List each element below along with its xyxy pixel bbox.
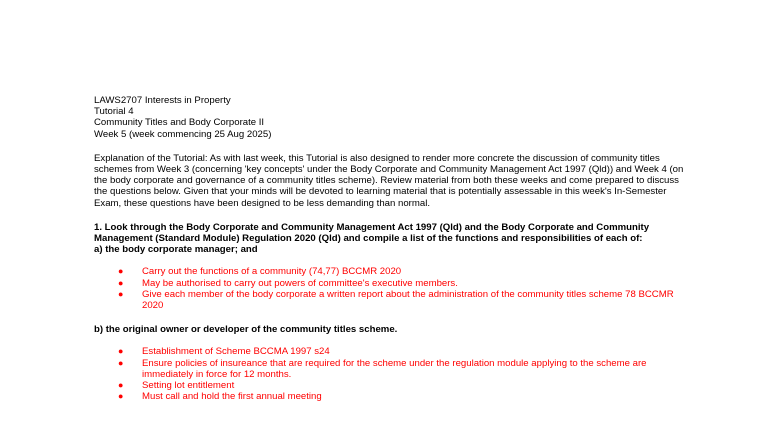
answer-text: Ensure policies of insureance that are required for the scheme under the regulation module applying to the scheme are immediately in force for 12 months. xyxy=(142,357,647,380)
answer-text: May be authorised to carry out powers of committee's executive members. xyxy=(142,277,458,289)
bullet-icon: ● xyxy=(118,380,124,391)
tutorial-explanation: Explanation of the Tutorial: As with last week, this Tutorial is also designed to render more concrete the discussion of community titles schemes from Week 3 (concerning 'key concepts' under the Body Corporate and Community Management Act 1997 (Qld)) and Week 4 (on the body corporate and governance of a community titles scheme). Review material from both these weeks and come prepared to discuss the questions below. Given that your minds will be devoted to learning material that is potentially assessable in this week's In-Semester Exam, these questions have been designed to be less demanding than normal. xyxy=(94,152,684,209)
answer-item xyxy=(94,289,694,311)
answer-text: Setting lot entitlement xyxy=(142,380,235,392)
answer-text: Establishment of Scheme BCCMA 1997 s24 xyxy=(142,346,330,358)
answer-item xyxy=(94,346,694,357)
bullet-icon: ● xyxy=(118,288,124,299)
document-content xyxy=(94,95,694,402)
course-title: LAWS2707 Interests in Property xyxy=(94,95,231,106)
question-1b-label: b) the original owner or developer of the community titles scheme. xyxy=(94,324,398,336)
tutorial-number: Tutorial 4 xyxy=(94,106,134,118)
tutorial-topic: Community Titles and Body Corporate II xyxy=(94,117,265,129)
answer-text: Give each member of the body corporate a written report about the administration of the community titles scheme 78 BCCMR 2020 xyxy=(142,288,674,312)
document-header xyxy=(94,95,694,140)
question-1-title: 1. Look through the Body Corporate and Community Management Act 1997 (Qld) and the Body Corporate and Community Management (Standard Module) Regulation 2020 (Qld) and compile a list of the functions and responsibilities of each of: xyxy=(94,221,650,245)
question-1a-label: a) the body corporate manager; and xyxy=(94,244,258,256)
answer-item xyxy=(94,278,694,289)
bullet-icon: ● xyxy=(118,277,124,288)
bullet-icon: ● xyxy=(118,357,124,368)
bullet-icon: ● xyxy=(118,391,124,402)
question-1a-answers xyxy=(94,266,694,311)
answer-item xyxy=(94,358,694,380)
answer-item xyxy=(94,380,694,391)
answer-text: Carry out the functions of a community (74,77) BCCMR 2020 xyxy=(142,266,402,278)
answer-item xyxy=(94,391,694,402)
question-1b-answers xyxy=(94,346,694,402)
answer-item xyxy=(94,266,694,277)
bullet-icon: ● xyxy=(118,346,124,357)
answer-text: Must call and hold the first annual meeting xyxy=(142,391,322,403)
tutorial-week: Week 5 (week commencing 25 Aug 2025) xyxy=(94,128,272,140)
bullet-icon: ● xyxy=(118,266,124,277)
